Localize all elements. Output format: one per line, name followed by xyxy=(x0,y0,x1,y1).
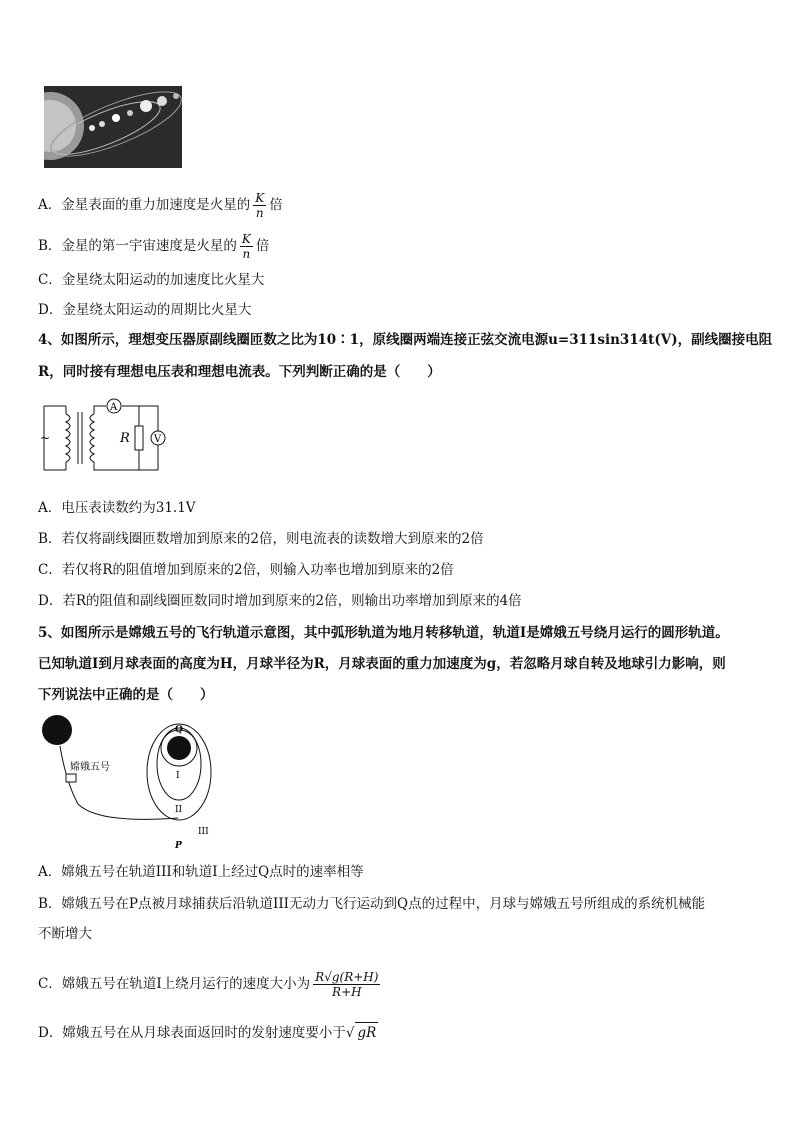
voltmeter-label: V xyxy=(154,434,162,445)
fraction-k-over-n: $\frac{K}{n}$ xyxy=(255,191,265,220)
q5-stem-line3: 下列说法中正确的是（ ） xyxy=(38,687,214,703)
q5-option-b-line1: B．嫦娥五号在P点被月球捕获后沿轨道III无动力飞行运动到Q点的过程中，月球与嫦娥五号所组成的系统机械能 xyxy=(38,896,706,912)
q5-stem-line1: 5、如图所示是嫦娥五号的飞行轨道示意图，其中弧形轨道为地月转移轨道，轨道I是嫦娥五号绕月运行的圆形轨道。 xyxy=(38,625,729,641)
sqrt-gr: gR xyxy=(355,1022,378,1043)
ac-formula: u=311sin314t(V)，副线圈接电阻 xyxy=(548,332,773,348)
orbit-ii-label: II xyxy=(175,805,183,815)
fraction-k-over-n: $\frac{K}{n}$ xyxy=(241,232,251,261)
q4-stem-line2: R，同时接有理想电压表和理想电流表。下列判断正确的是（ ） xyxy=(38,364,441,380)
orbit-diagram xyxy=(38,712,228,852)
velocity-fraction: $\frac{R√g(R+H)}{R+H}$ xyxy=(315,970,379,999)
q4-option-a: A．电压表读数约为31.1V xyxy=(38,500,196,516)
transformer-circuit-diagram xyxy=(38,396,188,480)
moon-icon xyxy=(167,736,191,760)
q4-option-c: C．若仅将R的阻值增加到原来的2倍，则输入功率也增加到原来的2倍 xyxy=(38,562,454,578)
earth-icon xyxy=(42,715,72,745)
q4-stem-line1: 4、如图所示，理想变压器原副线圈匝数之比为10∶1，原线圈两端连接正弦交流电源u=311sin314t(V)，副线圈接电阻 xyxy=(38,332,773,348)
solar-system-image xyxy=(44,86,182,168)
q4-option-b: B．若仅将副线圈匝数增加到原来的2倍，则电流表的读数增大到原来的2倍 xyxy=(38,531,484,547)
q3-option-d: D．金星绕太阳运动的周期比火星大 xyxy=(38,302,252,318)
q3-option-b: B．金星的第一宇宙速度是火星的 $\frac{K}{n}$ 倍 xyxy=(38,232,270,261)
ac-source-symbol: ~ xyxy=(40,431,51,445)
q5-stem-line2: 已知轨道I到月球表面的高度为H，月球半径为R，月球表面的重力加速度为g，若忽略月球自转及地球引力影响，则 xyxy=(38,656,726,672)
point-p-label: P xyxy=(175,841,182,851)
q5-option-d: D．嫦娥五号在从月球表面返回时的发射速度要小于√ gR xyxy=(38,1022,378,1043)
q5-option-a: A．嫦娥五号在轨道III和轨道I上经过Q点时的速率相等 xyxy=(38,864,364,880)
q5-option-c: C．嫦娥五号在轨道I上绕月运行的速度大小为 $\frac{R√g(R+H)}{R+H}$ xyxy=(38,970,379,999)
orbit-i-label: I xyxy=(176,771,180,781)
q4-option-d: D．若R的阻值和副线圈匝数同时增加到原来的2倍，则输出功率增加到原来的4倍 xyxy=(38,593,522,609)
point-q-label: Q xyxy=(175,725,183,735)
q3-option-c: C．金星绕太阳运动的加速度比火星大 xyxy=(38,272,265,288)
q5-option-b-line2: 不断增大 xyxy=(38,926,92,942)
orbit-iii-label: III xyxy=(198,827,209,837)
option-label: A． xyxy=(38,197,62,213)
spacecraft-icon xyxy=(66,774,76,782)
resistor-label: R xyxy=(120,431,130,446)
ammeter-label: A xyxy=(110,402,118,413)
probe-label: 嫦娥五号 xyxy=(70,762,110,773)
q3-option-a: A．金星表面的重力加速度是火星的 $\frac{K}{n}$ 倍 xyxy=(38,191,283,220)
option-text: 金星表面的重力加速度是火星的 xyxy=(61,197,251,213)
